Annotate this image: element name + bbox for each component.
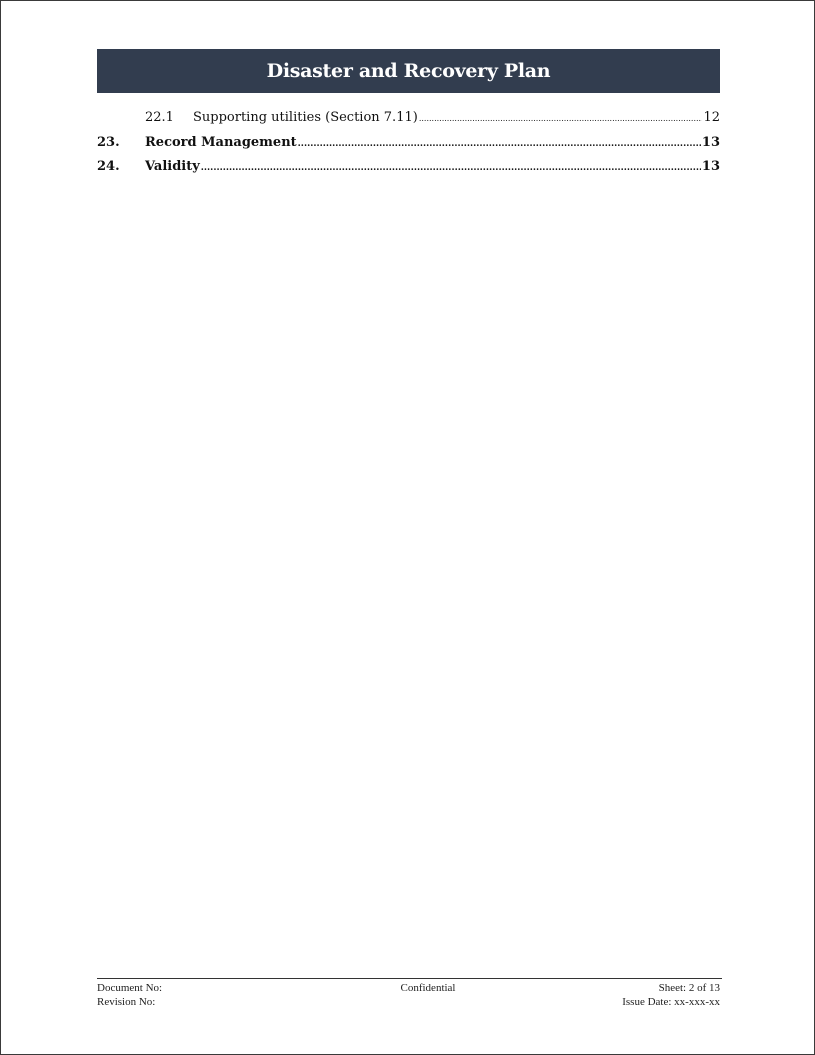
footer-divider [97,978,722,979]
toc-entry-23[interactable] [97,135,720,160]
toc-entry-page: 12 [703,110,720,125]
footer-right [622,981,720,1009]
toc-entry-title: Validity [145,159,200,174]
toc-entry-number: 22.1 [145,110,174,125]
table-of-contents [97,110,720,184]
sheet-number: Sheet: 2 of 13 [658,982,720,994]
toc-entry-title: Supporting utilities (Section 7.11) [193,110,418,125]
issue-date: Issue Date: xx-xxx-xx [622,996,720,1008]
header-banner [97,49,720,93]
toc-entry-page: 13 [701,159,720,174]
toc-entry-title: Record Management [145,134,297,150]
toc-entry-number: 24. [97,159,120,174]
toc-entry-number: 23. [97,134,120,150]
document-number-label: Document No: [97,982,163,994]
revision-number-label: Revision No: [97,996,156,1008]
toc-dot-leader [419,110,703,125]
toc-entry-24[interactable] [97,159,720,184]
document-title: Disaster and Recovery Plan [266,60,551,82]
toc-entry-page: 13 [701,134,720,150]
toc-entry-22-1[interactable] [97,110,720,135]
classification-label: Confidential [400,982,456,994]
toc-dot-leader [298,135,701,150]
toc-dot-leader [201,159,701,174]
